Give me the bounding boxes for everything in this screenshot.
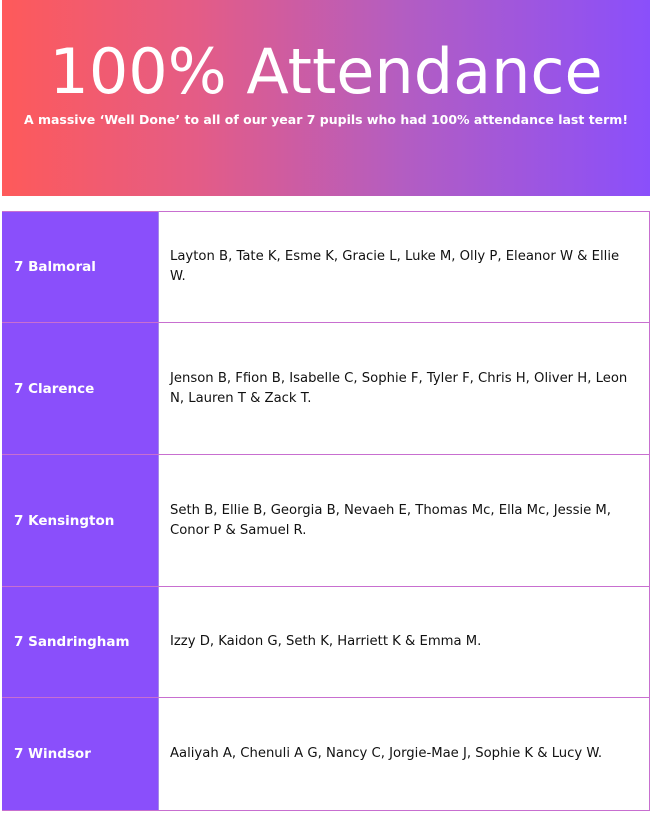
table-row <box>3 455 650 587</box>
pupil-names-cell: Seth B, Ellie B, Georgia B, Nevaeh E, Thomas Mc, Ella Mc, Jessie M, Conor P & Samuel R. <box>159 455 650 587</box>
table-row <box>3 587 650 698</box>
pupil-names-cell: Aaliyah A, Chenuli A G, Nancy C, Jorgie-Mae J, Sophie K & Lucy W. <box>159 698 650 811</box>
class-name-cell: 7 Sandringham <box>3 587 159 698</box>
class-name-cell: 7 Balmoral <box>3 212 159 323</box>
pupil-names-cell: Jenson B, Ffion B, Isabelle C, Sophie F, Tyler F, Chris H, Oliver H, Leon N, Lauren T & Zack T. <box>159 323 650 455</box>
page-title: 100% Attendance <box>49 35 603 108</box>
pupil-names-cell: Izzy D, Kaidon G, Seth K, Harriett K & Emma M. <box>159 587 650 698</box>
class-name-cell: 7 Windsor <box>3 698 159 811</box>
table-row <box>3 212 650 323</box>
attendance-table <box>2 211 650 811</box>
pupil-names-cell: Layton B, Tate K, Esme K, Gracie L, Luke M, Olly P, Eleanor W & Ellie W. <box>159 212 650 323</box>
class-name-cell: 7 Kensington <box>3 455 159 587</box>
class-name-cell: 7 Clarence <box>3 323 159 455</box>
table-row <box>3 698 650 811</box>
banner-subtitle: A massive ‘Well Done’ to all of our year 7 pupils who had 100% attendance last term! <box>23 112 629 127</box>
table-row <box>3 323 650 455</box>
attendance-banner <box>2 0 650 196</box>
